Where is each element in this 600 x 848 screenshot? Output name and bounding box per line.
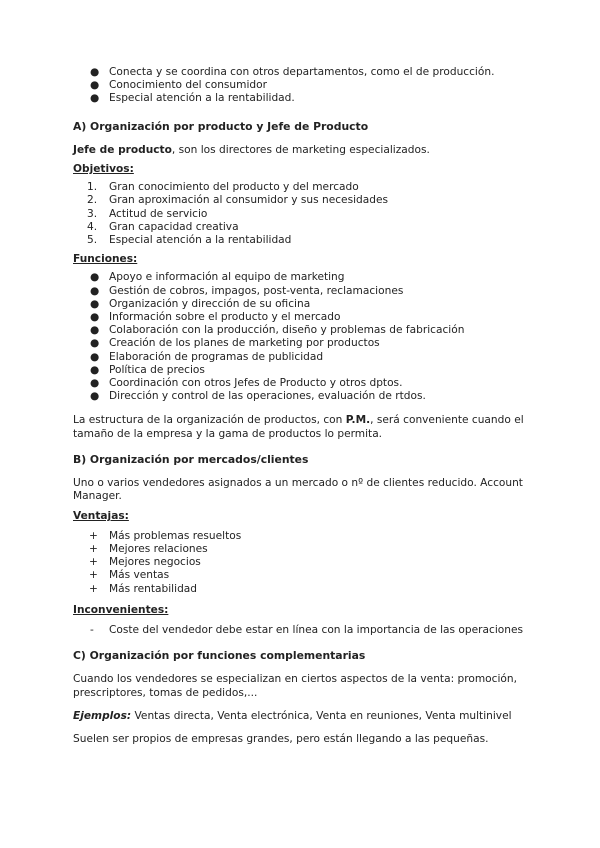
bullet-icon: ● [90,92,100,105]
section-a-definition: Jefe de producto, son los directores de marketing especializados. [73,143,430,156]
list-item: ● Gestión de cobros, impagos, post-venta, reclamaciones [90,284,404,297]
list-item: + Más problemas resueltos [89,529,242,542]
section-c-description: Cuando los vendedores se especializan en ciertos aspectos de la venta: promoción, prescriptores, tomas de pedidos,... [73,673,517,699]
list-item: + Más ventas [89,569,170,582]
section-b-description: Uno o varios vendedores asignados a un mercado o nº de clientes reducido. Account Manager. [73,477,523,503]
list-item: ● Elaboración de programas de publicidad [90,350,324,363]
bullet-icon: ● [90,284,100,297]
list-item: 5. Especial atención a la rentabilidad [87,234,292,247]
list-item: ● Conecta y se coordina con otros departamentos, como el de producción. [90,66,495,78]
bullet-icon: ● [90,66,100,78]
list-item: ● Coordinación con otros Jefes de Producto y otros dptos. [90,377,403,390]
ventajas-label: Ventajas: [73,510,129,523]
list-item: 2. Gran aproximación al consumidor y sus necesidades [87,194,389,207]
funciones-list [73,271,531,403]
bullet-icon: ● [90,79,100,92]
list-item: 4. Gran capacidad creativa [87,220,239,233]
bullet-icon: ● [90,324,100,337]
dash-icon: - [90,623,94,636]
plus-icon: + [89,556,98,569]
plus-icon: + [89,542,98,555]
bullet-icon: ● [90,311,100,324]
bullet-icon: ● [90,337,100,350]
list-item: + Más rentabilidad [89,582,198,595]
bullet-icon: ● [90,271,100,284]
plus-icon: + [89,529,98,542]
list-item: ● Política de precios [90,363,205,376]
list-item: 3. Actitud de servicio [87,207,208,220]
bullet-icon: ● [90,297,100,310]
document-page [73,66,531,746]
bullet-icon: ● [90,350,100,363]
section-a-closing: La estructura de la organización de productos, con P.M., será conveniente cuando el tamaño de la empresa y la gama de productos lo permita. [73,414,524,440]
list-item: ● Dirección y control de las operaciones, evaluación de rtdos. [90,390,426,403]
plus-icon: + [89,569,98,582]
list-item: + Mejores relaciones [89,542,208,555]
list-item: ● Organización y dirección de su oficina [90,297,311,310]
plus-icon: + [89,582,98,595]
intro-bullet-list [73,66,531,106]
section-a-heading: A) Organización por producto y Jefe de Producto [73,119,369,133]
list-item: + Mejores negocios [89,556,201,569]
section-c-examples: Ejemplos: Ventas directa, Venta electrónica, Venta en reuniones, Venta multinivel [73,709,512,722]
funciones-label: Funciones: [73,253,138,266]
list-item: ● Apoyo e información al equipo de marketing [90,271,345,284]
bullet-icon: ● [90,390,100,403]
objetivos-label: Objetivos: [73,163,134,176]
objetivos-list [73,181,531,247]
list-item: ● Colaboración con la producción, diseño y problemas de fabricación [90,324,465,337]
inconvenientes-label: Inconvenientes: [73,603,169,616]
bullet-icon: ● [90,377,100,390]
list-item: ● Especial atención a la rentabilidad. [90,92,295,105]
ventajas-list [73,530,531,596]
list-item: ● Creación de los planes de marketing por productos [90,337,380,350]
section-b-heading: B) Organización por mercados/clientes [73,452,309,466]
section-c-closing: Suelen ser propios de empresas grandes, pero están llegando a las pequeñas. [73,732,489,745]
list-item: - Coste del vendedor debe estar en línea con la importancia de las operaciones [90,623,523,636]
list-item: 1. Gran conocimiento del producto y del mercado [87,181,359,194]
bullet-icon: ● [90,363,100,376]
section-c-heading: C) Organización por funciones complementarias [73,649,366,663]
list-item: ● Conocimiento del consumidor [90,79,267,92]
inconvenientes-list [73,624,531,637]
list-item: ● Información sobre el producto y el mercado [90,311,341,324]
